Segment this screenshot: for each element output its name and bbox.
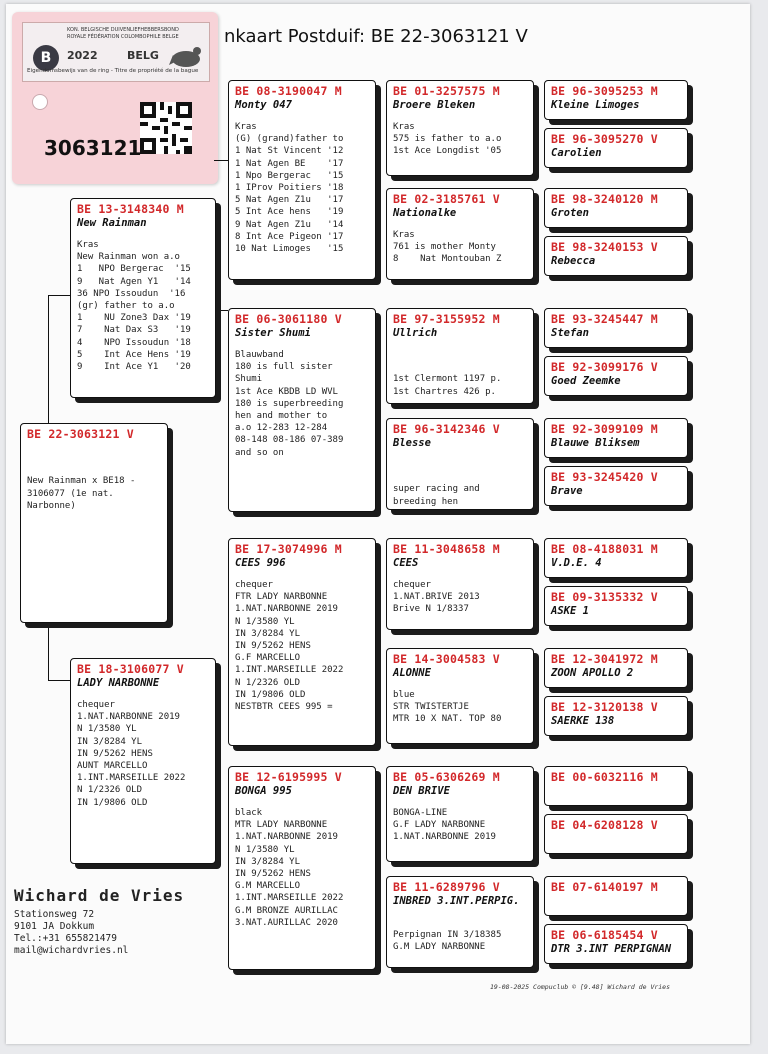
federation-header	[22, 22, 210, 82]
ring-g12: BE 12-3120138 V	[551, 700, 658, 714]
card-g8[interactable]	[544, 466, 688, 506]
owner-block	[14, 886, 184, 957]
ring-g15: BE 07-6140197 M	[551, 880, 658, 894]
name-g7: Blauwe Bliksem	[551, 437, 640, 449]
notes-mf: chequer FTR LADY NARBONNE 1.NAT.NARBONNE 2019 N 1/3580 YL IN 3/8284 YL IN 9/5262 HENS G.F MARCELLO 1.INT.MARSEILLE 2022 N 1/2326 OLD IN 1/9806 OLD NESTBTR CEES 995 =	[235, 580, 344, 713]
ring-g13: BE 00-6032116 M	[551, 770, 658, 784]
ring-g9: BE 08-4188031 M	[551, 542, 658, 556]
card-g15[interactable]	[544, 876, 688, 916]
owner-phone: Tel.:+31 655821479	[14, 933, 117, 944]
qr-code-icon	[140, 102, 192, 154]
card-g13[interactable]	[544, 766, 688, 806]
ring-subject: BE 22-3063121 V	[27, 427, 134, 441]
name-g6: Goed Zeemke	[551, 375, 621, 387]
notes-mfm: blue STR TWISTERTJE MTR 10 X NAT. TOP 80	[393, 690, 502, 725]
name-father: New Rainman	[77, 217, 147, 229]
card-fmf[interactable]	[386, 308, 534, 404]
card-mm[interactable]	[228, 766, 376, 970]
owner-email[interactable]: mail@wichardvries.nl	[14, 945, 129, 956]
name-g4: Rebecca	[551, 255, 596, 267]
name-g12: SAERKE 138	[551, 715, 615, 727]
card-g14[interactable]	[544, 814, 688, 854]
name-mother: LADY NARBONNE	[77, 677, 160, 689]
name-fm: Sister Shumi	[235, 327, 311, 339]
ring-mff: BE 11-3048658 M	[393, 542, 500, 556]
notes-ffm: Kras 761 is mother Monty 8 Nat Montouban Z	[393, 230, 502, 265]
name-g1: Kleine Limoges	[551, 99, 640, 111]
name-mfm: ALONNE	[393, 667, 431, 679]
card-g5[interactable]	[544, 308, 688, 348]
card-fmm[interactable]	[386, 418, 534, 510]
ring-fff: BE 01-3257575 M	[393, 84, 500, 98]
name-g11: ZOON APOLLO 2	[551, 667, 634, 679]
ring-g10: BE 09-3135332 V	[551, 590, 658, 604]
card-g10[interactable]	[544, 586, 688, 626]
notes-mmm: Perpignan IN 3/18385 G.M LADY NARBONNE	[393, 930, 502, 953]
notes-father: Kras New Rainman won a.o 1 NPO Bergerac '15 9 Nat Agen Y1 '14 36 NPO Issoudun '16 (gr) father to a.o 1 NU Zone3 Dax '19 7 Nat Dax S3 '19 4 NPO Issoudun '18 5 Int Ace Hens '19 9 Int Ace Y1 '20	[77, 240, 191, 373]
ring-mmm: BE 11-6289796 V	[393, 880, 500, 894]
ring-mother: BE 18-3106077 V	[77, 662, 184, 676]
notes-fff: Kras 575 is father to a.o 1st Ace Longdist '05	[393, 122, 502, 157]
name-fmm: Blesse	[393, 437, 431, 449]
notes-ff: Kras (G) (grand)father to 1 Nat St Vincent '12 1 Nat Agen BE '17 1 Npo Bergerac '15 1 IProv Poitiers '18 5 Nat Agen Z1u '17 5 Int Ace hens '19 9 Nat Agen Z1u '14 8 Int Ace Pigeon '17 10 Nat Limoges '15	[235, 122, 344, 255]
ring-g14: BE 04-6208128 V	[551, 818, 658, 832]
ring-g3: BE 98-3240120 M	[551, 192, 658, 206]
card-g4[interactable]	[544, 236, 688, 276]
ring-father: BE 13-3148340 M	[77, 202, 184, 216]
name-mmf: DEN BRIVE	[393, 785, 450, 797]
ring-mmf: BE 05-6306269 M	[393, 770, 500, 784]
notes-subject: New Rainman x BE18 - 3106077 (1e nat. Narbonne)	[27, 476, 136, 511]
ring-ffm: BE 02-3185761 V	[393, 192, 500, 206]
card-fff[interactable]	[386, 80, 534, 176]
card-mother[interactable]	[70, 658, 216, 864]
notes-fm: Blauwband 180 is full sister Shumi 1st Ace KBDB LD WVL 180 is superbreeding hen and mother to a.o 12-283 12-284 08-148 08-186 07-389 and so on	[235, 350, 344, 458]
name-g3: Groten	[551, 207, 589, 219]
label-hole	[32, 94, 48, 110]
ring-year: 2022	[67, 49, 98, 62]
name-g16: DTR 3.INT PERPIGNAN	[551, 943, 672, 955]
ring-country: BELG	[127, 49, 159, 62]
card-mff[interactable]	[386, 538, 534, 630]
card-mmm[interactable]	[386, 876, 534, 968]
card-fm[interactable]	[228, 308, 376, 512]
name-mm: BONGA 995	[235, 785, 292, 797]
ring-fmf: BE 97-3155952 M	[393, 312, 500, 326]
owner-street: Stationsweg 72	[14, 909, 95, 920]
card-g1[interactable]	[544, 80, 688, 120]
name-ffm: Nationalke	[393, 207, 457, 219]
ring-g5: BE 93-3245447 M	[551, 312, 658, 326]
ring-g1: BE 96-3095253 M	[551, 84, 658, 98]
page-title: nkaart Postduif: BE 22-3063121 V	[224, 26, 528, 47]
kbdb-logo: B	[33, 45, 59, 71]
card-subject[interactable]	[20, 423, 168, 623]
ring-mfm: BE 14-3004583 V	[393, 652, 500, 666]
name-g2: Carolien	[551, 147, 602, 159]
ownership-text: Eigendomsbewijs van de ring - Titre de propriété de la bague	[27, 68, 199, 74]
name-mmm: INBRED 3.INT.PERPIG.	[393, 895, 520, 907]
name-g5: Stefan	[551, 327, 589, 339]
line-father-ff	[214, 160, 228, 161]
notes-mm: black MTR LADY NARBONNE 1.NAT.NARBONNE 2019 N 1/3580 YL IN 3/8284 YL IN 9/5262 HENS G.M MARCELLO 1.INT.MARSEILLE 2022 G.M BRONZE AURILLAC 3.NAT.AURILLAC 2020	[235, 808, 344, 928]
ring-g4: BE 98-3240153 V	[551, 240, 658, 254]
owner-city: 9101 JA Dokkum	[14, 921, 95, 932]
card-mmf[interactable]	[386, 766, 534, 862]
federation-line2: ROYALE FÉDÉRATION COLOMBOPHILE BELGE	[67, 34, 179, 40]
name-fff: Broere Bleken	[393, 99, 476, 111]
card-g6[interactable]	[544, 356, 688, 396]
ring-fm: BE 06-3061180 V	[235, 312, 342, 326]
card-father[interactable]	[70, 198, 216, 398]
card-g16[interactable]	[544, 924, 688, 964]
name-g9: V.D.E. 4	[551, 557, 602, 569]
notes-fmf: 1st Clermont 1197 p. 1st Chartres 426 p.	[393, 374, 502, 397]
card-g7[interactable]	[544, 418, 688, 458]
ring-g16: BE 06-6185454 V	[551, 928, 658, 942]
card-ffm[interactable]	[386, 188, 534, 280]
ring-number: 3063121	[44, 136, 142, 160]
line-father-fm	[214, 310, 228, 311]
name-mff: CEES	[393, 557, 419, 569]
ring-g6: BE 92-3099176 V	[551, 360, 658, 374]
card-mf[interactable]	[228, 538, 376, 746]
name-fmf: Ullrich	[393, 327, 438, 339]
name-ff: Monty 047	[235, 99, 292, 111]
federation-line1: KON. BELGISCHE DUIVENLIEFHEBBERSBOND	[67, 27, 179, 33]
name-mf: CEES 996	[235, 557, 286, 569]
name-g8: Brave	[551, 485, 583, 497]
card-g9[interactable]	[544, 538, 688, 578]
card-g2[interactable]	[544, 128, 688, 168]
card-mfm[interactable]	[386, 648, 534, 744]
name-g10: ASKE 1	[551, 605, 589, 617]
ring-mm: BE 12-6195995 V	[235, 770, 342, 784]
pigeon-icon	[169, 41, 203, 71]
ring-g8: BE 93-3245420 V	[551, 470, 658, 484]
ring-mf: BE 17-3074996 M	[235, 542, 342, 556]
ring-g11: BE 12-3041972 M	[551, 652, 658, 666]
owner-name: Wichard de Vries	[14, 886, 185, 905]
card-g12[interactable]	[544, 696, 688, 736]
ring-fmm: BE 96-3142346 V	[393, 422, 500, 436]
notes-mff: chequer 1.NAT.BRIVE 2013 Brive N 1/8337	[393, 580, 480, 615]
card-g3[interactable]	[544, 188, 688, 228]
notes-fmm: super racing and breeding hen	[393, 484, 480, 507]
card-g11[interactable]	[544, 648, 688, 688]
ring-ownership-label	[12, 12, 218, 184]
card-ff[interactable]	[228, 80, 376, 280]
ring-g2: BE 96-3095270 V	[551, 132, 658, 146]
notes-mmf: BONGA-LINE G.F LADY NARBONNE 1.NAT.NARBONNE 2019	[393, 808, 496, 843]
ring-g7: BE 92-3099109 M	[551, 422, 658, 436]
notes-mother: chequer 1.NAT.NARBONNE 2019 N 1/3580 YL IN 3/8284 YL IN 9/5262 HENS AUNT MARCELLO 1.INT.MARSEILLE 2022 N 1/2326 OLD IN 1/9806 OLD	[77, 700, 186, 808]
ring-ff: BE 08-3190047 M	[235, 84, 342, 98]
footer-credit: 19-08-2025 Compuclub © [9.48] Wichard de Vries	[490, 983, 671, 991]
